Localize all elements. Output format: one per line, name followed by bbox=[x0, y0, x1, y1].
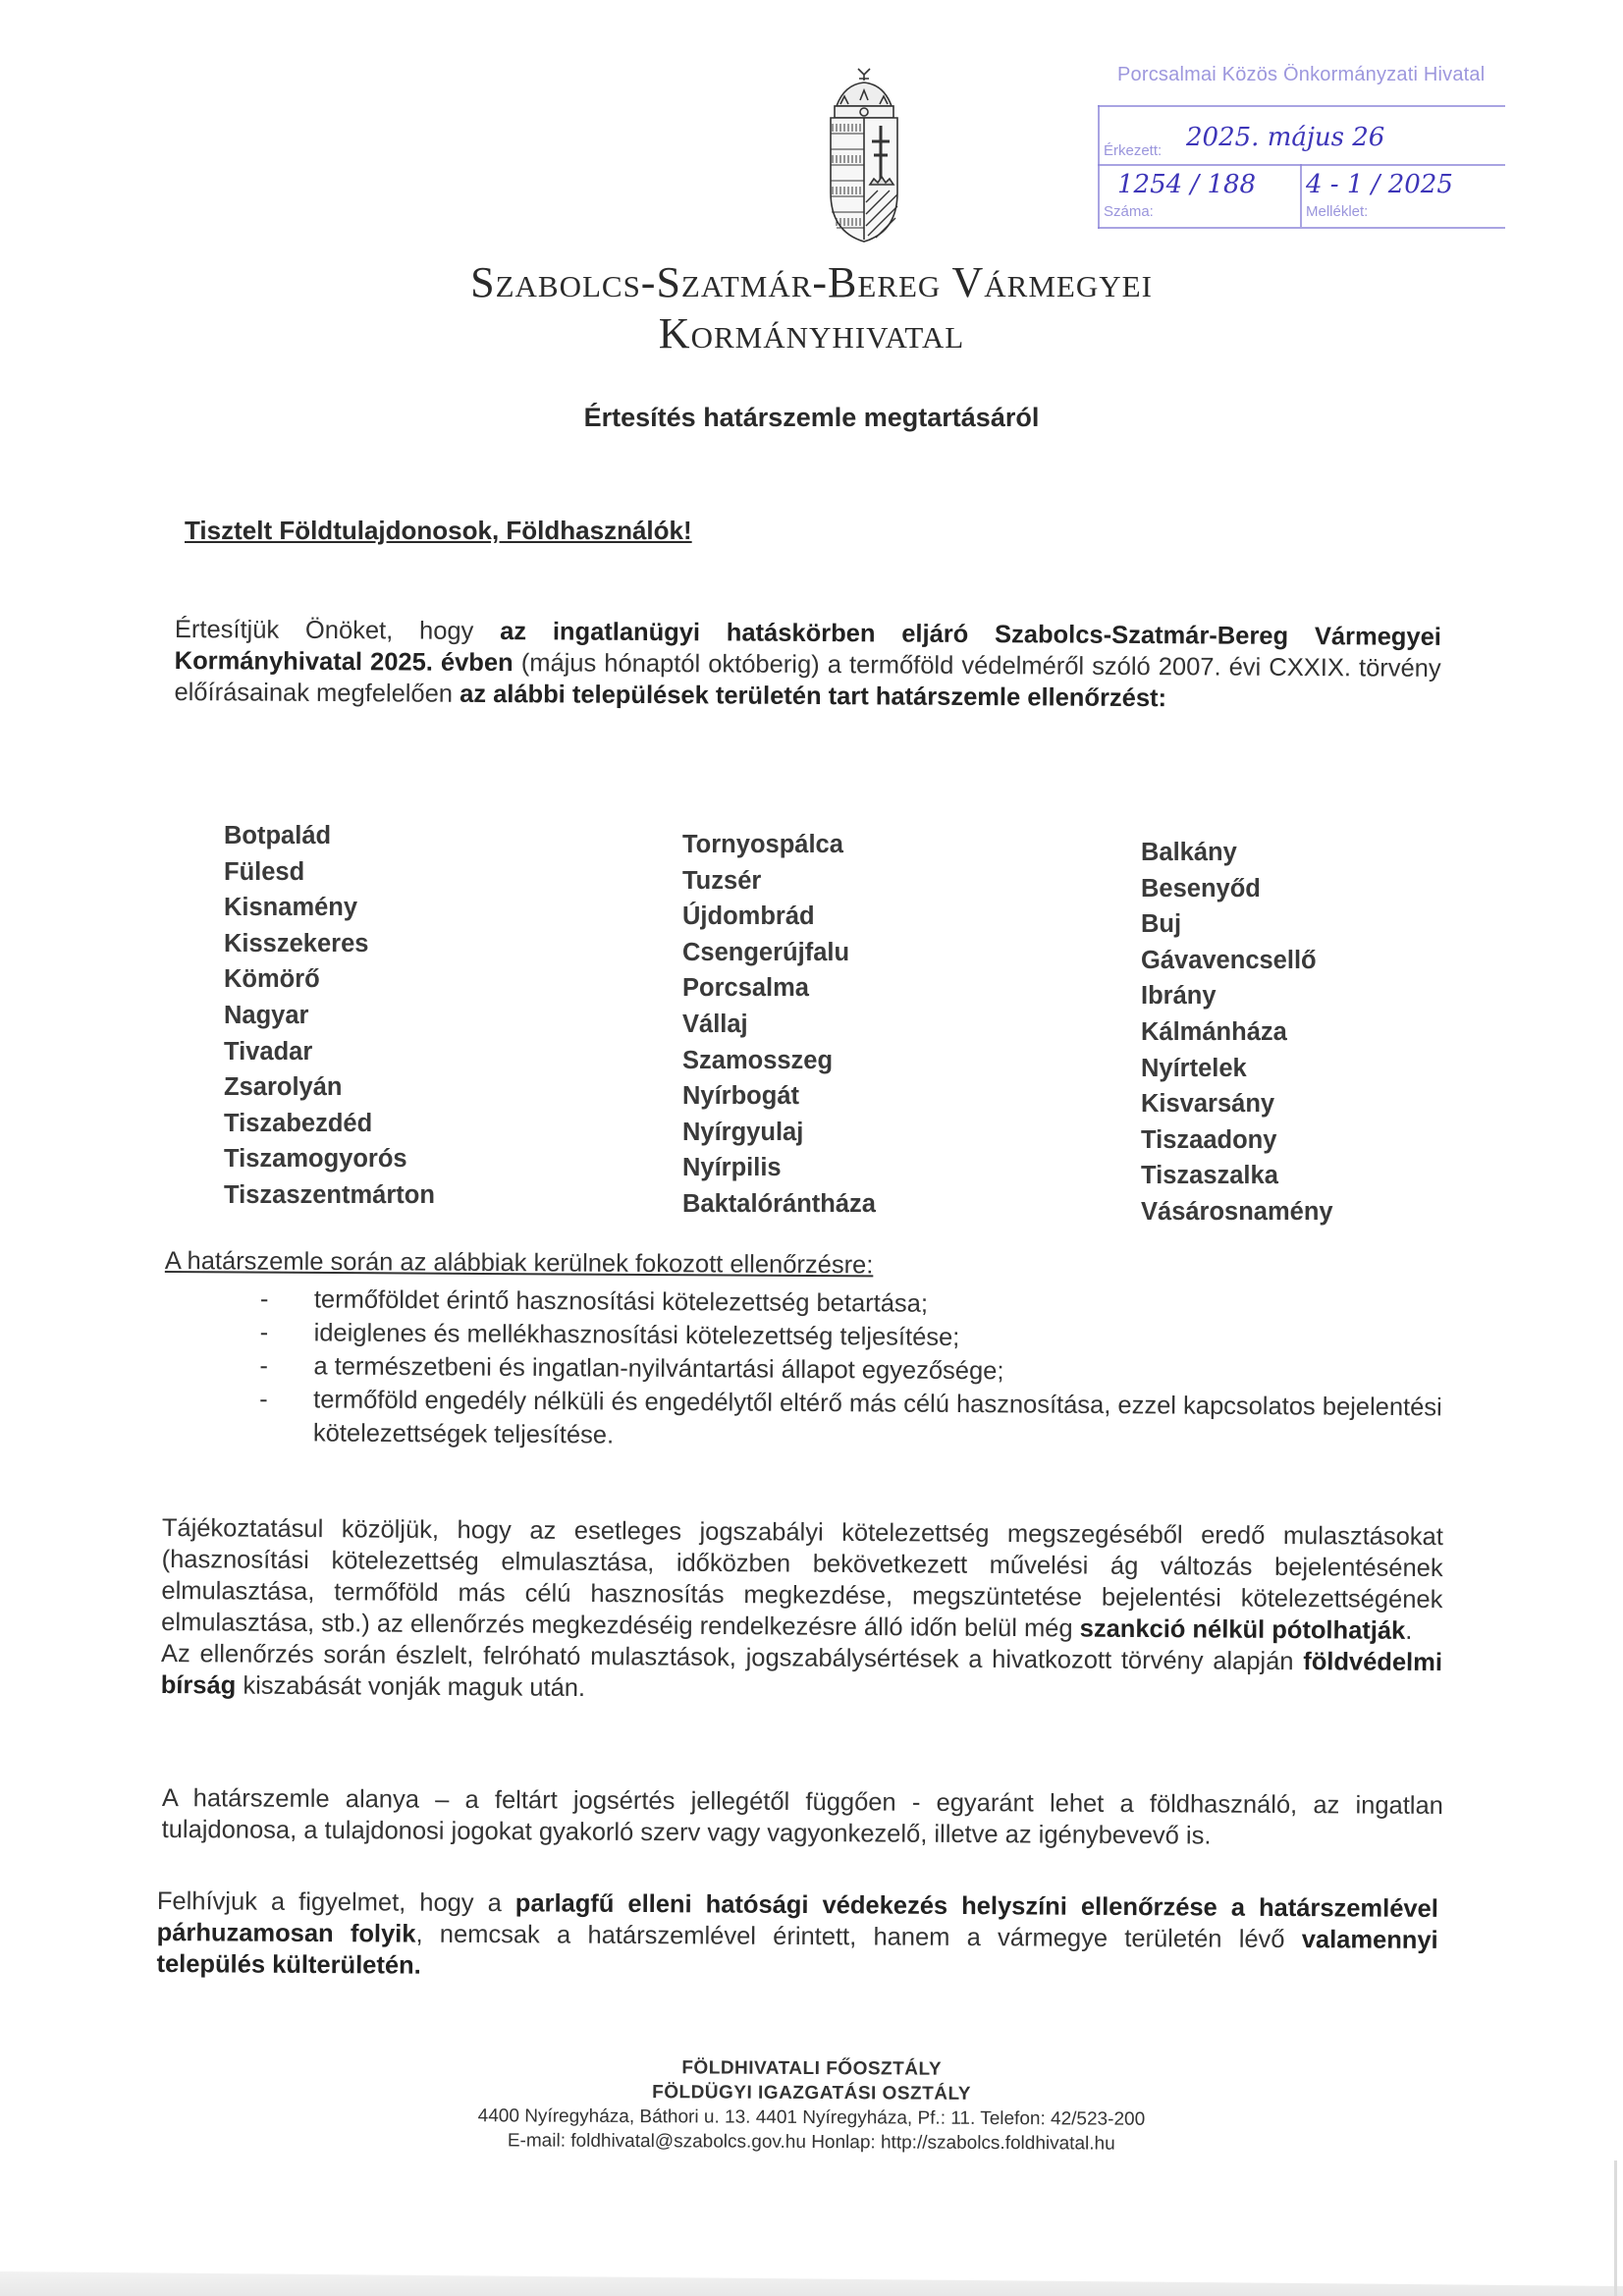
settlement-item: Buj bbox=[1141, 910, 1182, 939]
settlement-item: Tornyospálca bbox=[682, 831, 843, 858]
settlement-item: Vásárosnamény bbox=[1141, 1197, 1333, 1226]
ragweed-bold-1: parlagfű elleni hatósági védekezés helyszíni ellenőrzése a határszemlével párhuzamosan folyik bbox=[156, 1889, 1438, 1948]
ragweed-bold-2: valamennyi település külterületén. bbox=[156, 1926, 1438, 1980]
footer-division: FÖLDÜGYI IGAZGATÁSI OSZTÁLY bbox=[652, 2082, 972, 2105]
stamp-header: Porcsalmai Közös Önkormányzati Hivatal bbox=[1117, 64, 1486, 85]
settlement-item: Kisvarsány bbox=[1141, 1090, 1275, 1119]
settlement-column-1 bbox=[224, 818, 435, 1214]
ragweed-text-1: Felhívjuk a figyelmet, hogy a bbox=[156, 1887, 515, 1918]
settlement-item: Tiszamogyorós bbox=[224, 1145, 407, 1174]
checks-item-text: termőföld engedély nélküli és engedélytől eltérő más célú hasznosítása, ezzel kapcsolatos bejelentési kötelezettségek teljesítése. bbox=[312, 1386, 1442, 1449]
document-title: Értesítés határszemle megtartásáról bbox=[583, 403, 1040, 432]
stamp-received-value: 2025. május 26 bbox=[1186, 123, 1385, 152]
settlement-item: Vállaj bbox=[682, 1010, 748, 1038]
settlement-item: Kálmánháza bbox=[1141, 1017, 1287, 1046]
checks-heading: A határszemle során az alábbiak kerülnek fokozott ellenőrzésre: bbox=[164, 1247, 874, 1280]
information-paragraph bbox=[161, 1512, 1443, 1710]
stamp-attachment-value: 4 - 1 / 2025 bbox=[1306, 170, 1453, 199]
settlement-item: Nyírgyulaj bbox=[682, 1118, 804, 1146]
settlement-item: Botpalád bbox=[224, 822, 332, 849]
info-text-2: . bbox=[1405, 1616, 1413, 1645]
footer-department: FÖLDHIVATALI FŐOSZTÁLY bbox=[681, 2057, 943, 2080]
settlement-item: Baktalórántháza bbox=[682, 1189, 876, 1218]
checks-item-text: a természetbeni és ingatlan-nyilvántartási állapot egyezősége; bbox=[313, 1352, 1004, 1386]
registration-stamp bbox=[1088, 54, 1535, 231]
stamp-number-label: Száma: bbox=[1104, 203, 1154, 220]
footer-contact: E-mail: foldhivatal@szabolcs.gov.hu Honlap: http://szabolcs.foldhivatal.hu bbox=[507, 2130, 1115, 2155]
settlement-item: Tiszaszalka bbox=[1141, 1162, 1278, 1190]
stamp-received-label: Érkezett: bbox=[1104, 142, 1163, 159]
coat-of-arms-icon bbox=[815, 65, 913, 246]
dash-bullet-icon: - bbox=[259, 1318, 269, 1347]
settlement-item: Gávavencsellő bbox=[1141, 946, 1317, 974]
intro-bold-1: az ingatlanügyi hatáskörben eljáró Szabolcs-Szatmár-Bereg Vármegyei Kormányhivatal 2025. évben bbox=[174, 618, 1441, 678]
dash-bullet-icon: - bbox=[259, 1385, 268, 1414]
stamp-number-value: 1254 / 188 bbox=[1117, 170, 1257, 199]
settlement-item: Újdombrád bbox=[682, 902, 815, 931]
info-bold-1: szankció nélkül pótolhatják bbox=[1079, 1614, 1406, 1645]
settlement-item: Kisnamény bbox=[224, 894, 358, 922]
organization-name-line2: Kormányhivatal bbox=[658, 309, 965, 357]
letterhead-footer bbox=[0, 2052, 1623, 2159]
settlement-item: Fülesd bbox=[224, 857, 305, 886]
checks-list-item bbox=[259, 1383, 1447, 1457]
scan-edge-line bbox=[1614, 2160, 1617, 2296]
settlement-item: Nyírtelek bbox=[1141, 1054, 1247, 1082]
info-text-4: kiszabását vonják maguk után. bbox=[236, 1671, 586, 1703]
intro-text-2: (május hónaptól októberig) a termőföld védelméről szóló 2007. évi CXXIX. törvény előírásainak megfelelően bbox=[174, 649, 1441, 708]
settlement-item: Csengerújfalu bbox=[682, 938, 850, 966]
info-text-3: Az ellenőrzés során észlelt, felróható mulasztások, jogszabálysértések a hivatkozott törvény alapján bbox=[160, 1639, 1304, 1676]
salutation: Tisztelt Földtulajdonosok, Földhasználók! bbox=[185, 516, 692, 545]
checks-list bbox=[259, 1283, 1448, 1457]
settlement-item: Zsarolyán bbox=[224, 1073, 343, 1102]
settlement-item: Tivadar bbox=[224, 1037, 313, 1066]
scan-edge-shadow bbox=[0, 2271, 1623, 2296]
settlement-item: Kisszekeres bbox=[224, 929, 369, 957]
settlement-item: Tiszaszentmárton bbox=[224, 1180, 435, 1209]
settlement-item: Szamosszeg bbox=[682, 1046, 834, 1074]
dash-bullet-icon: - bbox=[259, 1285, 269, 1314]
checks-item-text: ideiglenes és mellékhasznosítási kötelezettség teljesítése; bbox=[313, 1319, 960, 1351]
intro-text-1: Értesítjük Önöket, hogy bbox=[174, 615, 501, 646]
settlement-item: Kömörő bbox=[224, 965, 320, 994]
dash-bullet-icon: - bbox=[259, 1351, 269, 1381]
intro-paragraph bbox=[174, 614, 1441, 716]
subject-paragraph: A határszemle alanya – a feltárt jogsértés jellegétől függően - egyaránt lehet a földhasználó, az ingatlan tulajdonosa, a tulajdonosi jogokat gyakorló szerv vagy vagyonkezelő, illetve az igénybevevő is. bbox=[161, 1784, 1443, 1850]
settlement-item: Nagyar bbox=[224, 1001, 309, 1029]
footer-address: 4400 Nyíregyháza, Báthori u. 13. 4401 Nyíregyháza, Pf.: 11. Telefon: 42/523-200 bbox=[477, 2105, 1146, 2130]
checks-item-text: termőföldet érintő hasznosítási kötelezettség betartása; bbox=[313, 1285, 929, 1318]
intro-bold-2: az alábbi települések területén tart határszemle ellenőrzést: bbox=[460, 680, 1167, 713]
ragweed-text-2: , nemcsak a határszemlével érintett, hanem a vármegye területén lévő bbox=[415, 1920, 1302, 1954]
settlement-column-3 bbox=[1141, 835, 1333, 1230]
settlement-item: Tiszaadony bbox=[1141, 1125, 1277, 1154]
info-text-1: Tájékoztatásul közöljük, hogy az esetleges jogszabályi kötelezettség megszegéséből eredő mulasztásokat (hasznosítási kötelezettség elmulasztása, időközben bekövetkezett művelési ág változás bejelentésének elmulasztása, termőföld más célú hasznosítás megkezdése, megszüntetése bejelentési kötelezettségének elmulasztása, stb.) az ellenőrzés megkezdéséig rendelkezésre álló időn belül még bbox=[161, 1514, 1443, 1643]
ragweed-paragraph bbox=[156, 1886, 1438, 1988]
settlement-column-2 bbox=[682, 827, 876, 1223]
stamp-attachment-label: Melléklet: bbox=[1306, 203, 1369, 220]
settlement-item: Balkány bbox=[1141, 839, 1237, 866]
settlement-item: Nyírbogát bbox=[682, 1082, 800, 1111]
organization-name-line1: Szabolcs-Szatmár-Bereg Vármegyei bbox=[470, 258, 1153, 306]
settlement-item: Tuzsér bbox=[682, 866, 762, 895]
settlement-item: Besenyőd bbox=[1141, 874, 1261, 902]
settlement-item: Tiszabezdéd bbox=[224, 1109, 373, 1137]
settlement-item: Porcsalma bbox=[682, 974, 809, 1003]
info-bold-2: földvédelmi bírság bbox=[160, 1648, 1443, 1700]
settlement-item: Nyírpilis bbox=[682, 1154, 782, 1182]
settlement-item: Ibrány bbox=[1141, 982, 1217, 1011]
